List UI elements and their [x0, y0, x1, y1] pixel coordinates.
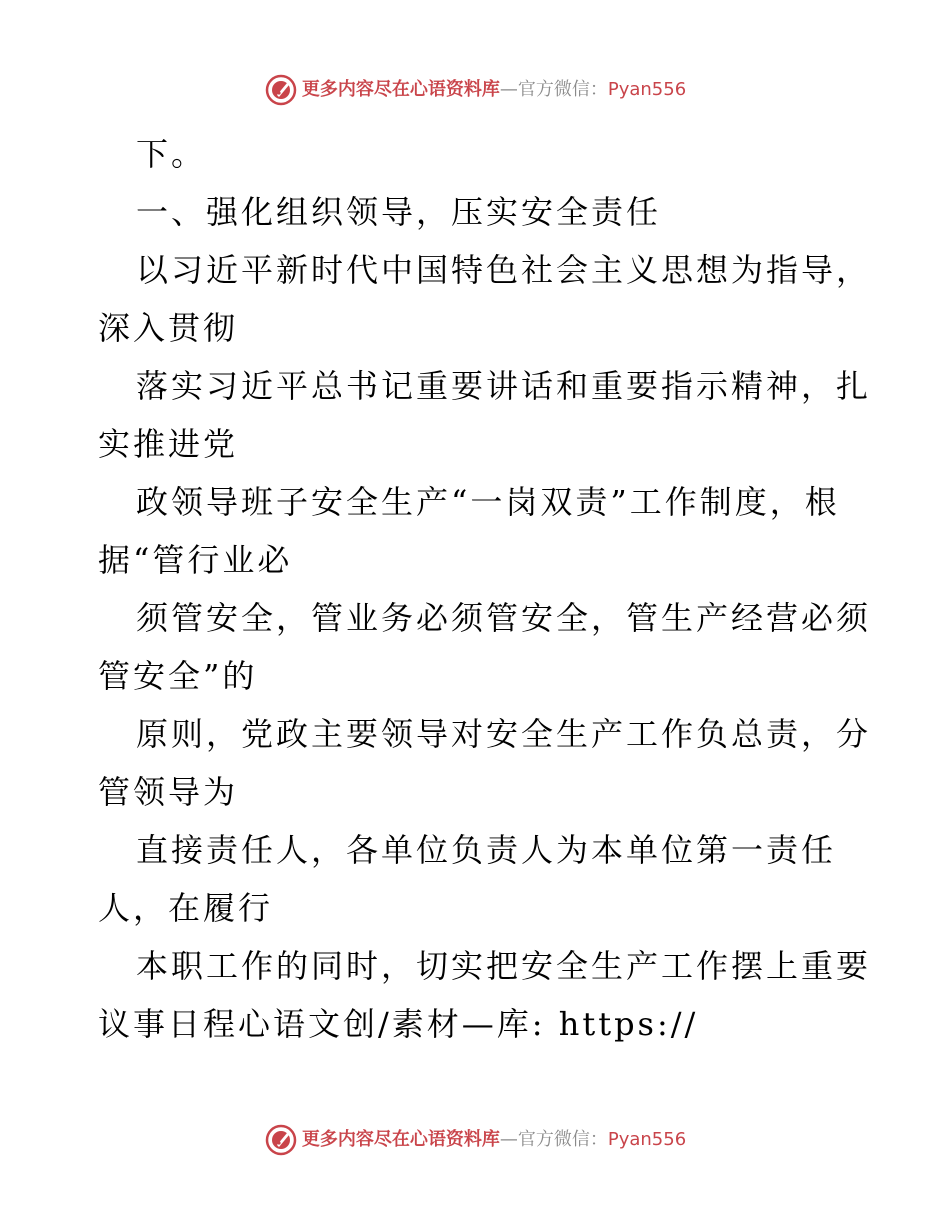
- text-line: 管安全”的: [98, 657, 258, 695]
- text-line: 落实习近平总书记重要讲话和重要指示精神，扎: [136, 367, 872, 405]
- text-line: 深入贯彻: [98, 309, 239, 347]
- document-body: [98, 125, 872, 1053]
- watermark-wechat-label: 官方微信：: [517, 79, 608, 100]
- watermark-dash: —: [499, 79, 518, 100]
- text-line: 管领导为: [98, 773, 239, 811]
- pen-nib-logo-icon: [264, 73, 298, 107]
- text-line: 政领导班子安全生产“一岗双责”工作制度，根: [136, 483, 840, 521]
- text-line: 须管安全，管业务必须管安全，管生产经营必须: [136, 599, 872, 637]
- text-line: 下。: [136, 135, 207, 173]
- text-line: 人，在履行: [98, 889, 274, 927]
- text-line: 直接责任人，各单位负责人为本单位第一责任: [136, 831, 837, 869]
- watermark-wechat-label: 官方微信：: [517, 1129, 608, 1150]
- watermark-dash: —: [499, 1129, 518, 1150]
- watermark-wechat-id: Pyan556: [607, 1129, 687, 1150]
- text-line: 以习近平新时代中国特色社会主义思想为指导，: [136, 251, 872, 289]
- text-line: 原则，党政主要领导对安全生产工作负总责，分: [136, 715, 872, 753]
- watermark-brand-text: 更多内容尽在心语资料库: [301, 79, 500, 100]
- text-line: 实推进党: [98, 425, 239, 463]
- watermark-wechat-id: Pyan556: [607, 79, 687, 100]
- footer-watermark: [0, 1120, 950, 1160]
- text-line: 议事日程心语文创/素材—库: https://: [98, 1005, 699, 1043]
- text-line: 据“管行业必: [98, 541, 293, 579]
- pen-nib-logo-icon: [264, 1123, 298, 1157]
- header-watermark: [0, 70, 950, 110]
- watermark-brand-text: 更多内容尽在心语资料库: [301, 1129, 500, 1150]
- text-line: 本职工作的同时，切实把安全生产工作摆上重要: [136, 947, 872, 985]
- section-heading: 一、强化组织领导，压实安全责任: [136, 193, 662, 231]
